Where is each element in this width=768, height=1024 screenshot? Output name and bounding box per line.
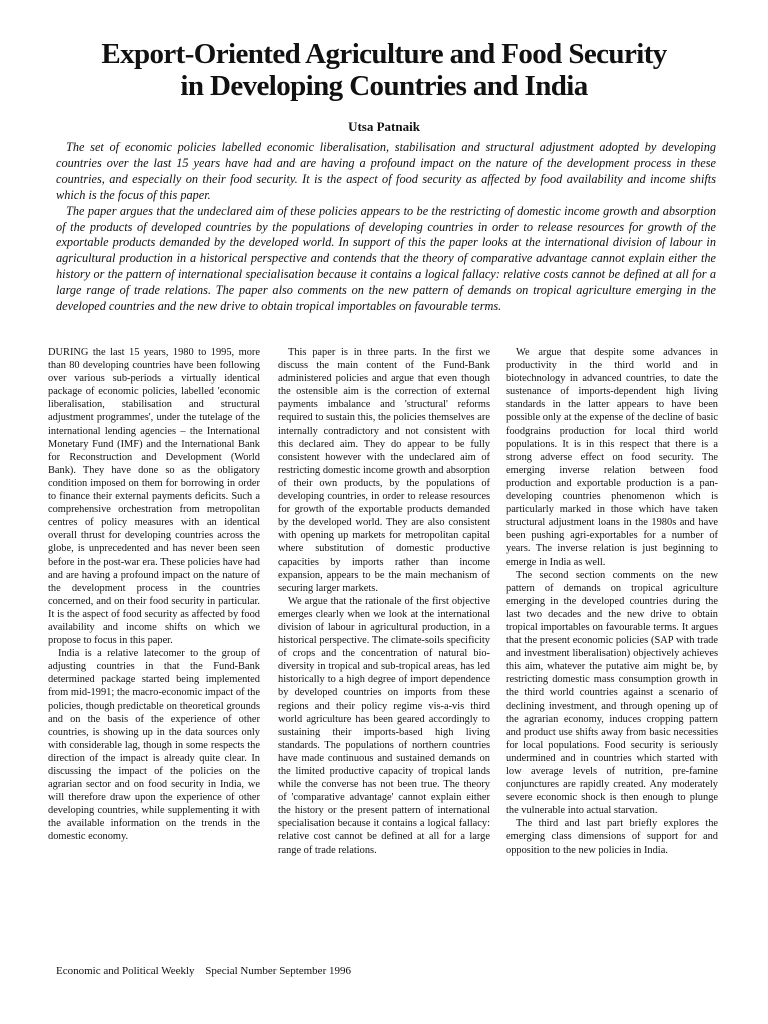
body-paragraph: We argue that the rationale of the first objective emerges clearly when we look at the international division of labour in agricultural production, in a historical perspective. The climate-soils specificity of crops and the concentration of natural bio-diversity in tropical and sub-tropical areas, has led historically to a high degree of import dependence by developed countries on imports from these regions and their policy regime vis-a-vis third world agriculture has been geared accordingly to sustaining their imports-based high living standards. The populations of northern countries have made continuous and sustained demands on the limited productive capacity of tropical lands while the converse has not been true. The theory of 'comparative advantage' cannot explain either the history or the present pattern of international specialisation because it contains a logical fallacy: relative cost cannot be defined at all for a large range of trade relations.	[278, 595, 490, 856]
journal-name: Economic and Political Weekly	[56, 965, 195, 977]
article-title	[30, 38, 738, 102]
body-column-1	[48, 346, 260, 844]
issue-label: Special Number September 1996	[205, 965, 351, 977]
body-paragraph: India is a relative latecomer to the group of adjusting countries in that the Fund-Bank determined package started being implemented from mid-1991; the macro-economic impact of the policies, though predictable on theoretical grounds and on the basis of the experience of other countries, is showing up in the data sources only with considerable lag, though in some respects the direction of the impact is already quite clear. In discussing the impact of the policies on the agrarian sector and on food security in India, we will therefore draw upon the experience of other developing countries, while supplementing it with the available information on the trends in the domestic economy.	[48, 648, 260, 843]
body-paragraph: We argue that despite some advances in productivity in the third world and in biotechnology in advanced countries, to date the sustenance of imports-dependent high living standards in the latter appears to have been possible only at the expense of the decline of basic foodgrains production for local third world populations. It is in this respect that there is a strong adverse effect on food security. The emerging inverse relation between food production and exportable production is a pan-developing countries phenomenon which is particularly marked in those which have taken structural adjustment loans in the 1980s and have been pushing agri-exportables for a number of years. The inverse relation is just beginning to emerge in India as well.	[506, 347, 718, 568]
body-text: the last 15 years, 1980 to 1995, more than 80 developing countries have been following over various sub-periods a virtually identical package of economic policies, labelled 'economic liberalisation, stabilisation and structural adjustment programmes', under the tutelage of the international lending agencies – the International Monetary Fund (IMF) and the International Bank for Reconstruction and Development (World Bank). They have done so as the obligatory condition imposed on them for borrowing in order to finance their external payments deficits. Such a comprehensive orchestration from metropolitan centres of policy measures with an identical overall thrust for developing countries across the globe, is unprecedented and has never been seen before in the post-war era. These policies have had and are having a profound impact on the nature of the development process in the countries concerned, and on their food security in particular. It is the aspect of food security as affected by food availability and income shifts on which we propose to focus in this paper.	[48, 347, 260, 647]
body-paragraph: The third and last part briefly explores the emerging class dimensions of support for and opposition to the new policies in India.	[506, 818, 718, 856]
abstract	[56, 140, 716, 315]
lead-in-word: DURING	[48, 347, 89, 358]
body-column-3	[506, 346, 718, 857]
body-paragraph: The second section comments on the new pattern of demands on tropical agriculture emerging in the developed countries during the last two decades and the new drive to obtain tropical importables on favourable terms. It argues that the present economic policies (SAP with trade and investment liberalisation) objectively achieves this aim, whatever the putative aim might be, by restricting domestic mass consumption growth in the third world countries against a scenario of declining investment, and through opening up of the agrarian economy, induces cropping pattern and product use shifts away from basic necessities for local populations. Food security is seriously undermined and in countries which started with low average levels of nutrition, pre-famine conjunctures are rapidly created. Any moderately severe economic shock is then enough to plunge the vulnerable into actual starvation.	[506, 569, 718, 817]
author-name: Utsa Patnaik	[348, 119, 420, 134]
article-title-line-1: Export-Oriented Agriculture and Food Security	[101, 38, 667, 70]
abstract-paragraph-1: The set of economic policies labelled economic liberalisation, stabilisation and structural adjustment adopted by developing countries over the last 15 years have had and are having a profound impact on the nature of the development process in these countries, and especially on their food security. It is the aspect of food security as affected by food availability and income shifts which is the focus of this paper.	[56, 140, 716, 202]
abstract-paragraph-2: The paper argues that the undeclared aim of these policies appears to be the restricting of domestic income growth and absorption of the products of developed countries by the populations of developing countries in order to release resources for growth of the exportable products demanded by the developed world. In support of this the paper looks at the international division of labour in agricultural production in a historical perspective and contends that the theory of comparative advantage cannot explain either the history or the pattern of international specialisation because it contains a logical fallacy: relative costs cannot be defined at all for a large range of trade relations. The paper also comments on the new pattern of demands on tropical agriculture emerging in the developed countries and the new drive to obtain tropical importables on favourable terms.	[56, 203, 716, 314]
page-footer	[56, 965, 359, 977]
body-column-2	[278, 346, 490, 857]
body-paragraph: This paper is in three parts. In the first we discuss the main content of the Fund-Bank administered policies and argue that even though the ostensible aim is the correction of external payments imbalance and 'structural' reforms required to sustain this, the policies themselves are internally contradictory and not consistent with this declared aim. They do appear to be fully consistent however with the undeclared aim of restricting domestic income growth and absorption of their own products, by the populations of developing countries, in order to release resources for growth of the exportable products demanded by the developed world. They are also consistent with opening up markets for metropolitan capital where substitution of domestic productive capacities by imports rather than income expansion, appears to be the main mechanism of securing larger markets.	[278, 347, 490, 594]
body-paragraph	[48, 346, 260, 647]
article-title-line-2: in Developing Countries and India	[180, 70, 588, 102]
